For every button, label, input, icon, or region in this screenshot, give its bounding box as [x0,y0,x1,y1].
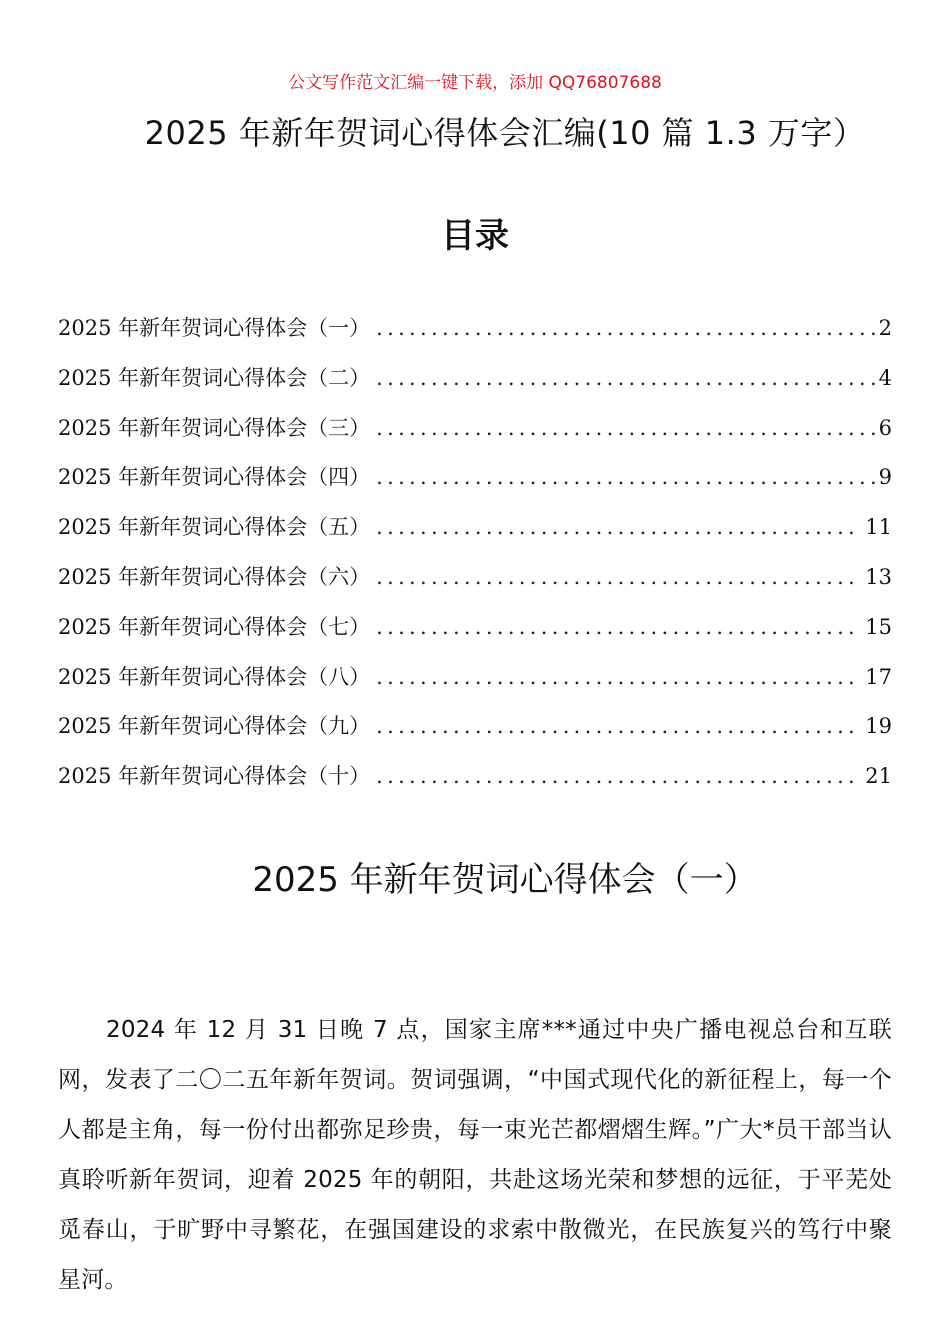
toc-entry-page: 4 [878,365,892,390]
toc-entry-label: 2025 年新年贺词心得体会（四） [58,465,371,490]
toc-leader-dots [376,665,861,689]
toc-entry-page: 13 [865,564,892,589]
section-title: 2025 年新年贺词心得体会（一） [252,860,758,900]
toc-leader-dots [376,515,861,539]
toc-entry-10[interactable] [58,760,892,810]
toc-leader-dots [376,465,875,489]
toc-entry-label: 2025 年新年贺词心得体会（九） [58,714,371,739]
toc-entry-7[interactable] [58,611,892,661]
toc-entry-label: 2025 年新年贺词心得体会（十） [58,764,371,789]
toc-leader-dots [376,565,861,589]
toc-leader-dots [376,366,875,390]
toc-entry-5[interactable] [58,511,892,561]
toc-entry-page: 15 [865,614,892,639]
toc-entry-label: 2025 年新年贺词心得体会（一） [58,316,371,340]
toc-entry-2[interactable] [58,362,892,412]
toc-leader-dots [376,764,861,788]
toc-entry-6[interactable] [58,561,892,611]
table-of-contents [58,312,892,810]
toc-entry-page: 21 [865,764,892,789]
toc-leader-dots [376,316,875,340]
toc-leader-dots [376,714,861,738]
toc-entry-page: 9 [878,465,892,490]
toc-leader-dots [376,615,861,639]
toc-entry-4[interactable] [58,461,892,511]
toc-entry-page: 17 [865,664,892,689]
toc-entry-label: 2025 年新年贺词心得体会（七） [58,614,371,639]
toc-entry-label: 2025 年新年贺词心得体会（六） [58,564,371,589]
toc-leader-dots [376,416,875,440]
toc-entry-8[interactable] [58,661,892,711]
toc-entry-9[interactable] [58,710,892,760]
toc-entry-1[interactable] [58,312,892,362]
body-paragraph: 2024 年 12 月 31 日晚 7 点，国家主席***通过中央广播电视总台和互联网，发表了二〇二五年新年贺词。贺词强调，“中国式现代化的新征程上，每一个人都是主角，每一份付出都弥足珍贵，每一束光芒都熠熠生辉。”广大*员干部当认真聆听新年贺词，迎着 2025 年的朝阳，共赴这场光荣和梦想的远征，于平芜处觅春山，于旷野中寻繁花，在强国建设的求索中散微光，在民族复兴的笃行中聚星河。 [58,1017,892,1293]
toc-entry-label: 2025 年新年贺词心得体会（八） [58,664,371,689]
document-title: 2025 年新年贺词心得体会汇编(10 篇 1.3 万字） [144,114,866,152]
toc-entry-page: 11 [865,515,892,540]
toc-heading: 目录 [441,216,509,256]
toc-entry-3[interactable] [58,412,892,462]
toc-entry-label: 2025 年新年贺词心得体会（三） [58,415,371,440]
toc-entry-page: 2 [878,316,892,340]
toc-entry-page: 19 [865,714,892,739]
watermark-link[interactable]: 公文写作范文汇编一键下载，添加 QQ76807688 [288,73,662,93]
toc-entry-page: 6 [878,415,892,440]
toc-entry-label: 2025 年新年贺词心得体会（二） [58,365,371,390]
toc-entry-label: 2025 年新年贺词心得体会（五） [58,515,371,540]
